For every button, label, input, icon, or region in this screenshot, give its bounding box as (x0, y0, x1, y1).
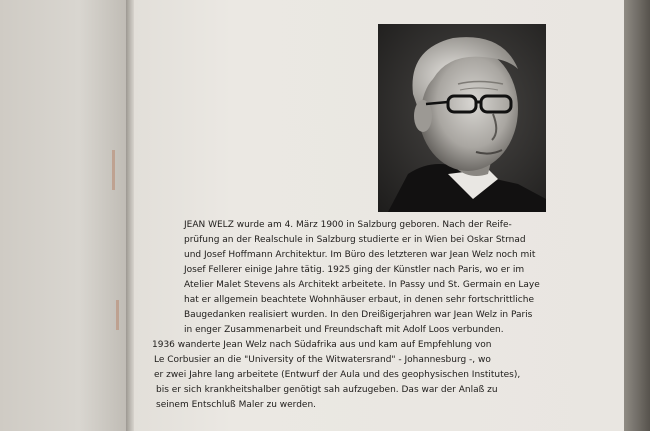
text-line: und Josef Hoffmann Architektur. Im Büro des letzteren war Jean Welz noch mit (184, 250, 536, 260)
text-line: seinem Entschluß Maler zu werden. (156, 400, 317, 410)
text-line: er zwei Jahre lang arbeitete (Entwurf der Aula und des geophysischen Institutes), (154, 370, 521, 380)
text-line: Josef Fellerer einige Jahre tätig. 1925 ging der Künstler nach Paris, wo er im (184, 265, 525, 275)
text-line: bis er sich krankheitshalber genötigt sah aufzugeben. Das war der Anlaß zu (156, 385, 498, 395)
text-line: JEAN WELZ wurde am 4. März 1900 in Salzburg geboren. Nach der Reife- (184, 220, 512, 230)
text-line: hat er allgemein beachtete Wohnhäuser erbaut, in denen sehr fortschrittliche (184, 295, 534, 305)
left-page (0, 0, 132, 431)
text-line: Le Corbusier an die "University of the Witwatersrand" - Johannesburg -, wo (154, 355, 491, 365)
text-line: prüfung an der Realschule in Salzburg studierte er in Wien bei Oskar Strnad (184, 235, 526, 245)
page-mark (112, 150, 115, 190)
text-line: Baugedanken realisiert wurden. In den Dreißigerjahren war Jean Welz in Paris (184, 310, 533, 320)
portrait-photo (378, 24, 546, 212)
text-line: Atelier Malet Stevens als Architekt arbeitete. In Passy und St. Germain en Laye (184, 280, 540, 290)
portrait-image (378, 24, 546, 212)
page-mark (116, 300, 119, 330)
text-line: 1936 wanderte Jean Welz nach Südafrika aus und kam auf Empfehlung von (152, 340, 492, 350)
page-edge (624, 0, 650, 431)
text-line: in enger Zusammenarbeit und Freundschaft mit Adolf Loos verbunden. (184, 325, 504, 335)
